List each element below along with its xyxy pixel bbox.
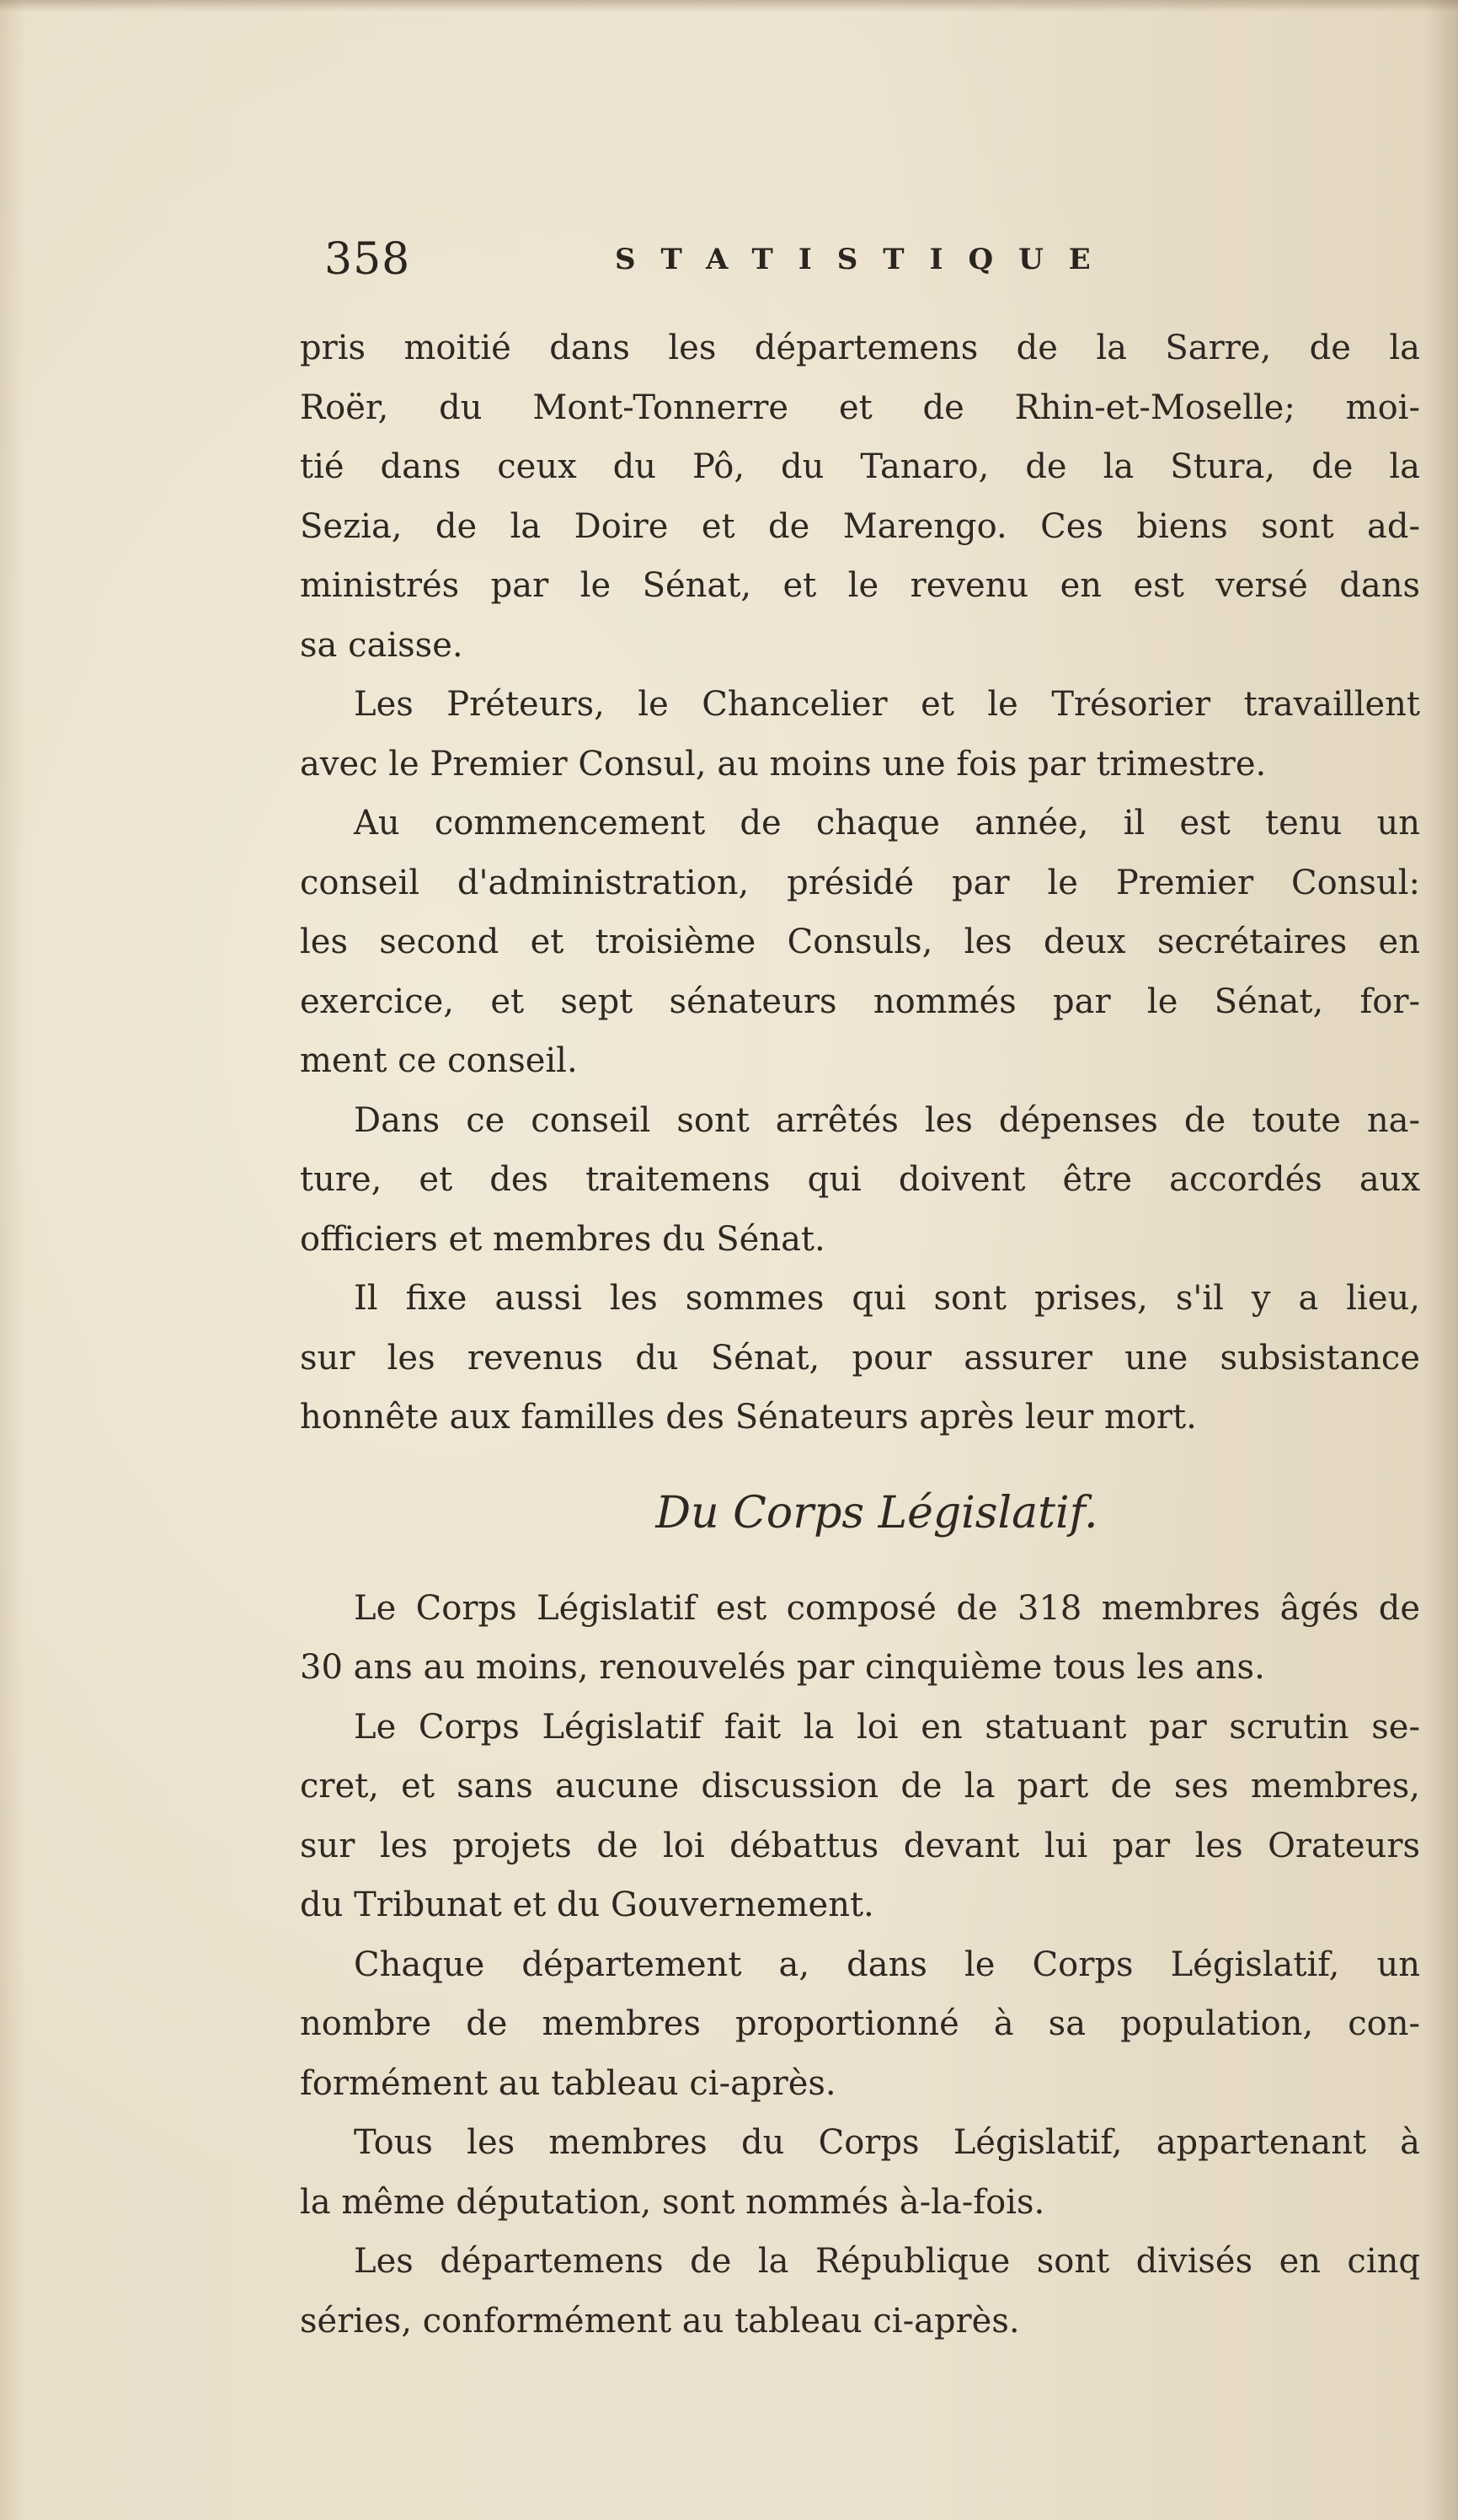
page-shadow [1424,0,1458,2520]
text-line: ministrés par le Sénat, et le revenu en est versé dans [300,566,1420,605]
text-line: Le Corps Législatif est composé de 318 membres âgés de [354,1588,1420,1628]
page-body [300,318,1420,2351]
page-number: 358 [324,234,411,285]
text-line: officiers et membres du Sénat. [300,1219,825,1259]
text-line: les second et troisième Consuls, les deux secrétaires en [300,923,1420,961]
section-heading: Du Corps Législatif. [655,1487,1098,1538]
text-line: Au commencement de chaque année, il est tenu un [354,804,1420,843]
text-line: sa caisse. [300,625,463,665]
text-line: Il fixe aussi les sommes qui sont prises, s'il y a lieu, [354,1279,1420,1318]
text-line: tié dans ceux du Pô, du Tanaro, de la Stura, de la [300,447,1420,486]
text-line: nombre de membres proportionné à sa population, con- [300,2004,1420,2043]
text-line: exercice, et sept sénateurs nommés par le Sénat, for- [300,982,1420,1021]
text-line: sur les projets de loi débattus devant lui par les Orateurs [300,1826,1420,1865]
text-line: sur les revenus du Sénat, pour assurer une subsistance [300,1338,1420,1378]
text-line: avec le Premier Consul, au moins une fois par trimestre. [300,744,1267,784]
page-edge [0,0,1458,12]
text-line: Tous les membres du Corps Législatif, appartenant à [354,2123,1420,2162]
text-line: formément au tableau ci-après. [300,2063,836,2103]
page-header [324,234,1167,302]
text-line: du Tribunat et du Gouvernement. [300,1886,874,1924]
text-line: cret, et sans aucune discussion de la part de ses membres, [300,1767,1420,1806]
section-gap [300,1447,1420,1463]
text-line: la même députation, sont nommés à-la-fois. [300,2182,1045,2222]
text-line: pris moitié dans les départemens de la Sarre, de la [300,329,1420,367]
text-line: conseil d'administration, présidé par le Premier Consul: [300,863,1420,902]
text-line: ment ce conseil. [300,1041,578,1080]
text-line: Chaque département a, dans le Corps Législatif, un [354,1945,1420,1984]
text-line: Le Corps Législatif fait la loi en statuant par scrutin se- [354,1707,1420,1747]
text-line: Roër, du Mont-Tonnerre et de Rhin-et-Moselle; moi- [300,388,1420,427]
text-line: Les départemens de la République sont divisés en cinq [354,2242,1420,2281]
text-line: Dans ce conseil sont arrêtés les dépenses de toute na- [354,1100,1420,1140]
text-line: Les Préteurs, le Chancelier et le Trésorier travaillent [354,685,1420,724]
section-gap [300,1564,1420,1579]
text-line: ture, et des traitemens qui doivent être accordés aux [300,1160,1420,1199]
running-title: STATISTIQUE [615,243,1116,276]
text-line: séries, conformément au tableau ci-après. [300,2301,1020,2341]
text-line: Sezia, de la Doire et de Marengo. Ces biens sont ad- [300,506,1420,546]
text-line: honnête aux familles des Sénateurs après leur mort. [300,1398,1197,1437]
text-line: 30 ans au moins, renouvelés par cinquième tous les ans. [300,1648,1265,1687]
